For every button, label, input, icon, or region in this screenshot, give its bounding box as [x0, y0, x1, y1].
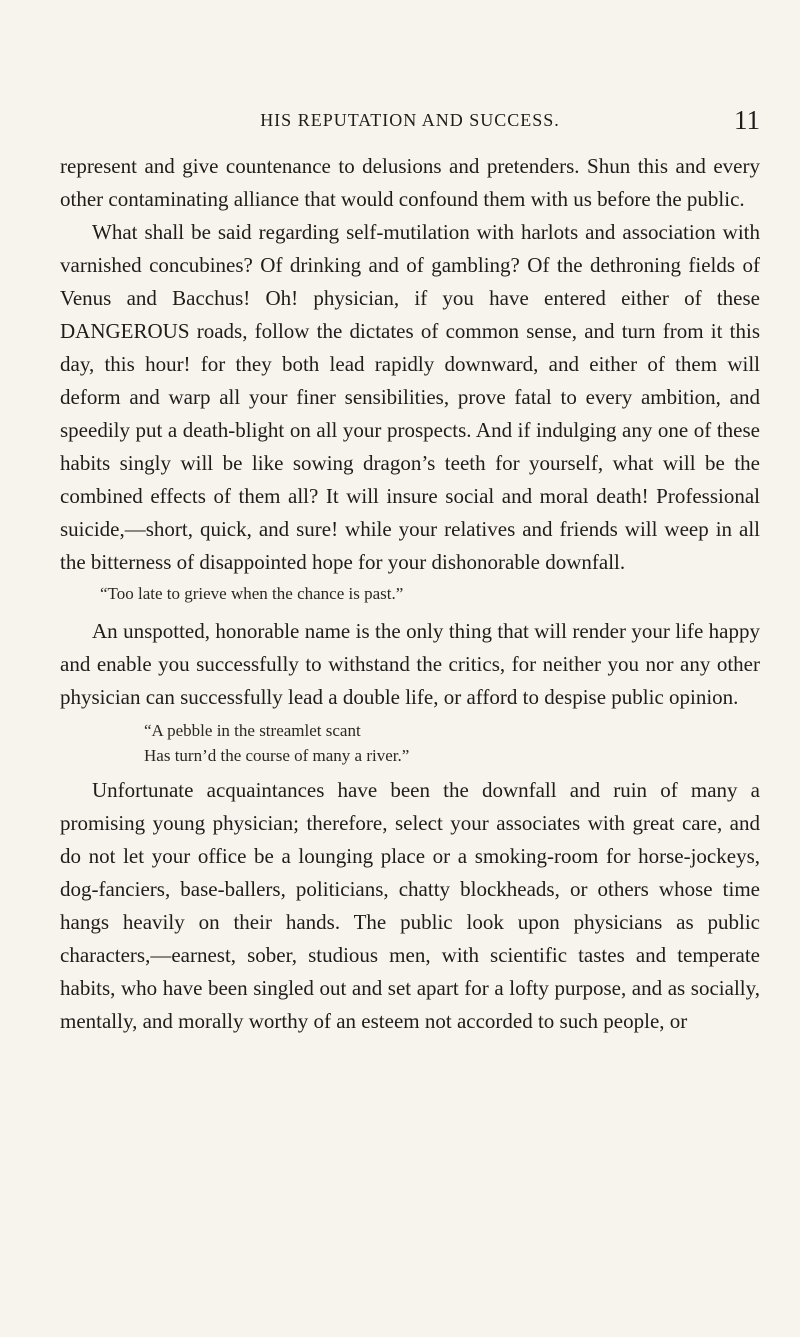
quote-pebble-line-2: Has turn’d the course of many a river.” — [144, 746, 410, 765]
paragraph-dangerous-roads: What shall be said regarding self-mutilation with harlots and association with varnished concubines? Of drinking and of gambling? Of the dethroning fields of Venus and Bacchus! Oh! physician, if you have entered either of these DANGEROUS roads, follow the dictates of common sense, and turn from it this day, this hour! for they both lead rapidly downward, and either of them will deform and warp all your finer sensibilities, prove fatal to every ambition, and speedily put a death-blight on all your prospects. And if indulging any one of these habits singly will be like sowing dragon’s teeth for yourself, what will be the combined effects of them all? It will insure social and moral death! Professional suicide,—short, quick, and sure! while your relatives and friends will weep in all the bitterness of disappointed hope for your dishonorable downfall. — [60, 220, 760, 574]
quote-too-late: “Too late to grieve when the chance is past.” — [100, 584, 404, 603]
page-number: 11 — [734, 105, 760, 135]
body-text — [60, 150, 760, 1038]
running-head — [60, 104, 760, 136]
paragraph-honorable-name: An unspotted, honorable name is the only thing that will render your life happy and enable you successfully to withstand the critics, for neither you nor any other physician can successfully lead a double life, or afford to despise public opinion. — [60, 619, 760, 709]
paragraph-continued: represent and give countenance to delusions and pretenders. Shun this and every other contaminating alliance that would confound them with us before the public. — [60, 154, 760, 211]
quote-pebble-line-1: “A pebble in the streamlet scant — [144, 721, 361, 740]
quote-pebble — [60, 718, 760, 768]
running-title: HIS REPUTATION AND SUCCESS. — [260, 110, 560, 130]
paragraph-acquaintances: Unfortunate acquaintances have been the downfall and ruin of many a promising young physician; therefore, select your associates with great care, and do not let your office be a lounging place or a smoking-room for horse-jockeys, dog-fanciers, base-ballers, politicians, chatty blockheads, or others whose time hangs heavily on their hands. The public look upon physicians as public characters,—earnest, sober, studious men, with scientific tastes and temperate habits, who have been singled out and set apart for a lofty purpose, and as socially, mentally, and morally worthy of an esteem not accorded to such people, or — [60, 778, 760, 1033]
